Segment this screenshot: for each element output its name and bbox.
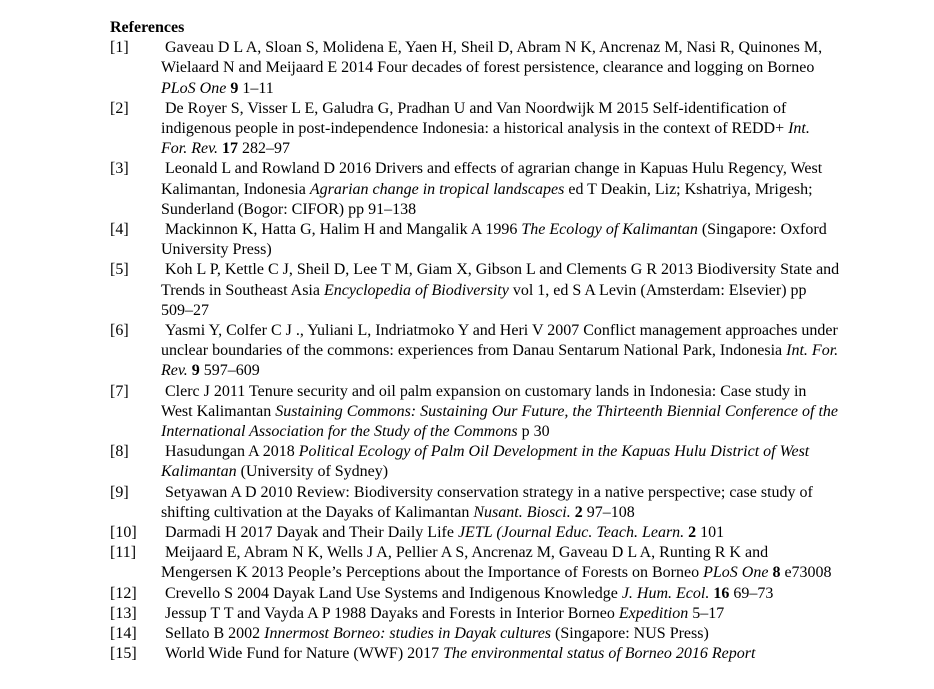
reference-text-segment: e73008 [780, 564, 832, 582]
reference-number: [5] [110, 261, 129, 279]
reference-text-segment: Hasudungan A 2018 [165, 443, 299, 461]
reference-volume: 2 [688, 524, 697, 542]
reference-italic-text: Nusant. Biosci. [473, 503, 571, 521]
reference-text [161, 159, 840, 220]
reference-number: [4] [110, 221, 129, 239]
reference-number: [2] [110, 99, 129, 117]
reference-text-segment: Koh L P, Kettle C J, Sheil D, Lee T M, Giam X, Gibson L and Clements G R 2013 Biodiversity State and Trends in Southeast Asia [161, 261, 840, 299]
reference-number: [12] [110, 584, 137, 602]
reference-volume: 9 [191, 362, 200, 380]
reference-number: [15] [110, 645, 137, 663]
reference-italic-text: Sustaining Commons: Sustaining Our Future, the Thirteenth Biennial Conference of the International Association for the Study of the Commons [161, 402, 838, 441]
reference-item [110, 624, 840, 644]
reference-text-segment: Setyawan A D 2010 Review: Biodiversity conservation strategy in a native perspective; case study of shifting cultivation at the Dayaks of Kalimantan [161, 483, 813, 521]
reference-italic-text: Expedition [618, 604, 689, 622]
reference-item [110, 159, 840, 220]
reference-italic-text: The environmental status of Borneo 2016 Report [443, 645, 756, 663]
reference-item [110, 442, 840, 482]
reference-number: [7] [110, 382, 129, 400]
reference-italic-text: JETL (Journal Educ. Teach. Learn. [457, 524, 685, 542]
reference-item [110, 483, 840, 523]
reference-text-segment: Crevello S 2004 Dayak Land Use Systems and Indigenous Knowledge [165, 584, 622, 602]
reference-item [110, 523, 840, 543]
reference-italic-text: Int. For. Rev. [161, 342, 839, 380]
reference-item [110, 260, 840, 321]
reference-italic-text: Encyclopedia of Biodiversity [323, 281, 509, 299]
reference-text-segment: (University of Sydney) [236, 463, 389, 481]
reference-text-segment: Leonald L and Rowland D 2016 Drivers and effects of agrarian change in Kapuas Hulu Regency, West Kalimantan, Indonesia [161, 160, 823, 198]
reference-italic-text: The Ecology of Kalimantan [521, 221, 698, 239]
reference-text-segment: Mackinnon K, Hatta G, Halim H and Mangalik A 1996 [165, 221, 522, 239]
reference-volume: 2 [574, 503, 583, 521]
reference-italic-text: Agrarian change in tropical landscapes [309, 180, 565, 198]
reference-item [110, 220, 840, 260]
reference-text [161, 260, 840, 321]
reference-text-segment: Meijaard E, Abram N K, Wells J A, Pellier A S, Ancrenaz M, Gaveau D L A, Runting R K and Mengersen K 2013 People’s Perceptions about the Importance of Forests on Borneo [161, 544, 769, 582]
reference-item [110, 99, 840, 160]
reference-number: [9] [110, 483, 129, 501]
reference-item [110, 584, 840, 604]
reference-text-segment: Jessup T T and Vayda A P 1988 Dayaks and Forests in Interior Borneo [165, 604, 619, 622]
reference-text-segment: 282–97 [238, 140, 291, 158]
reference-number: [6] [110, 322, 129, 340]
reference-text-segment: World Wide Fund for Nature (WWF) 2017 [165, 645, 444, 663]
reference-italic-text: PLoS One [703, 564, 769, 582]
reference-italic-text: Int. For. Rev. [161, 120, 810, 158]
reference-text [161, 442, 840, 482]
reference-item [110, 644, 840, 664]
reference-text [161, 99, 840, 160]
reference-text-segment: 5–17 [688, 604, 725, 622]
reference-number: [11] [110, 544, 137, 562]
reference-number: [1] [110, 39, 129, 57]
references-section [110, 18, 840, 664]
reference-number: [13] [110, 604, 137, 622]
reference-text-segment: p 30 [517, 423, 550, 441]
reference-number: [8] [110, 443, 129, 461]
reference-text [161, 604, 840, 624]
reference-italic-text: Political Ecology of Palm Oil Development in the Kapuas Hulu District of West Kalimantan [161, 443, 810, 481]
reference-text-segment: 69–73 [729, 584, 774, 602]
reference-item [110, 604, 840, 624]
reference-volume: 17 [222, 140, 239, 158]
references-heading: References [110, 19, 185, 36]
reference-text [161, 220, 840, 260]
reference-text-segment: 97–108 [582, 503, 635, 521]
reference-number: [10] [110, 524, 137, 542]
reference-text-segment: 597–609 [199, 362, 260, 380]
reference-text-segment: Darmadi H 2017 Dayak and Their Daily Life [165, 524, 458, 542]
reference-item [110, 543, 840, 583]
reference-item [110, 382, 840, 443]
reference-text-segment: (Singapore: Oxford University Press) [161, 221, 827, 259]
reference-text [161, 382, 840, 443]
reference-text [161, 523, 840, 543]
reference-number: [3] [110, 160, 129, 178]
reference-volume: 16 [713, 584, 730, 602]
reference-text [161, 38, 840, 99]
reference-text-segment: Yasmi Y, Colfer C J ., Yuliani L, Indriatmoko Y and Heri V 2007 Conflict management approaches under unclear boundaries of the commons: experiences from Danau Sentarum National Park, Indonesia [161, 322, 838, 360]
reference-text-segment: 101 [696, 524, 725, 542]
reference-text [161, 644, 840, 664]
reference-text [161, 543, 840, 583]
reference-text-segment: ed T Deakin, Liz; Kshatriya, Mrigesh; Sunderland (Bogor: CIFOR) pp 91–138 [161, 180, 813, 218]
reference-text-segment: Sellato B 2002 [165, 625, 265, 643]
reference-item [110, 38, 840, 99]
reference-text-segment: Gaveau D L A, Sloan S, Molidena E, Yaen H, Sheil D, Abram N K, Ancrenaz M, Nasi R, Quinones M, Wielaard N and Meijaard E 2014 Four decades of forest persistence, clearance and logging on Borneo [161, 39, 823, 77]
reference-number: [14] [110, 625, 137, 643]
reference-italic-text: PLoS One [161, 79, 227, 97]
reference-italic-text: Innermost Borneo: studies in Dayak cultures [264, 625, 552, 643]
reference-volume: 8 [772, 564, 781, 582]
reference-text [161, 584, 840, 604]
reference-list [110, 38, 840, 664]
reference-text-segment: 1–11 [238, 79, 274, 97]
reference-text-segment: vol 1, ed S A Levin (Amsterdam: Elsevier) pp 509–27 [161, 281, 807, 319]
reference-text [161, 483, 840, 523]
reference-italic-text: J. Hum. Ecol. [621, 584, 710, 602]
reference-text-segment: (Singapore: NUS Press) [551, 625, 709, 643]
reference-text-segment: Clerc J 2011 Tenure security and oil palm expansion on customary lands in Indonesia: Case study in West Kalimantan [161, 382, 807, 420]
reference-text [161, 321, 840, 382]
reference-item [110, 321, 840, 382]
reference-volume: 9 [230, 79, 239, 97]
reference-text-segment: De Royer S, Visser L E, Galudra G, Pradhan U and Van Noordwijk M 2015 Self-identification of indigenous people in post-independence Indonesia: a historical analysis in the context of REDD+ [161, 99, 789, 137]
reference-text [161, 624, 840, 644]
